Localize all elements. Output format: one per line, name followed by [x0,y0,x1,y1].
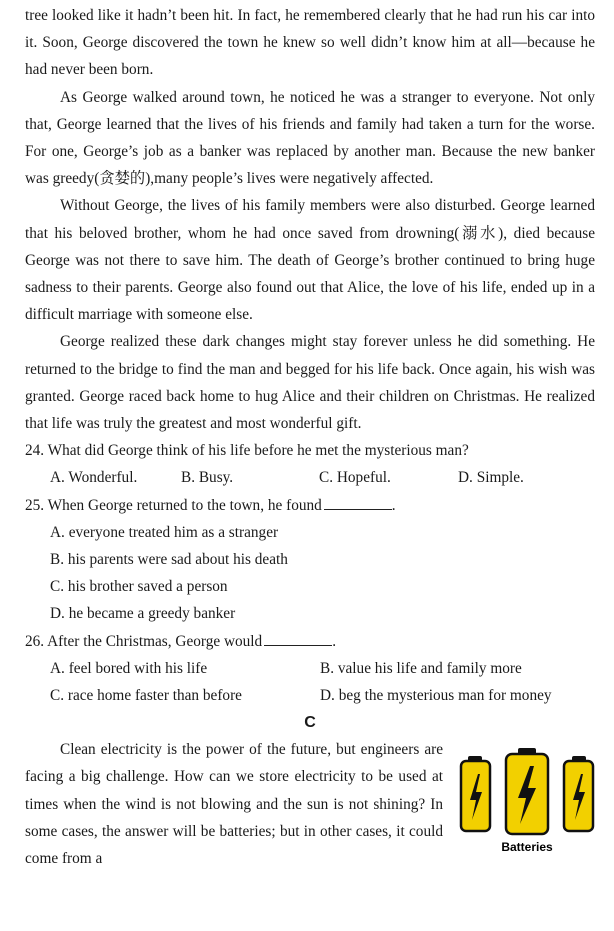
passage-b-paragraph-3: Without George, the lives of his family members were also disturbed. George learned that his beloved brother, whom he had once saved from drowning(溺水), died because George was not there to save him. The death of George’s brother continued to bring huge sadness to their parents. George also found out that Alice, the love of his life, ended up in a difficult marriage with someone else. [25,197,595,324]
battery-left-icon [461,756,490,831]
question-26-option-b[interactable]: B. value his life and family more [320,659,522,677]
battery-right-icon [564,756,593,831]
question-26 [25,628,595,710]
battery-center-icon [506,748,548,834]
section-c-heading: C [304,714,316,732]
question-26-stem [25,628,595,655]
question-26-stem-end: . [332,632,337,650]
question-24 [25,437,595,491]
question-25-option-a[interactable]: A. everyone treated him as a stranger [50,523,279,541]
question-25-option-c[interactable]: C. his brother saved a person [50,578,228,596]
question-24-option-a[interactable]: A. Wonderful. [50,469,138,487]
question-25-option-b[interactable]: B. his parents were sad about his death [50,551,288,569]
question-25-option-d[interactable]: D. he became a greedy banker [50,605,236,623]
question-25-answer-blank[interactable] [324,495,392,510]
batteries-caption: Batteries [501,840,553,855]
section-c [25,736,595,872]
section-c-paragraph-1: Clean electricity is the power of the future, but engineers are facing a big challenge. How can we store electricity to be used at times when the wind is not blowing and the sun is not shining? In some cases, the answer will be batteries; but in other cases, it could come from a [25,741,443,868]
question-26-options-row-2 [25,682,595,709]
batteries-illustration [458,748,596,858]
passage-b-paragraph-1: tree looked like it hadn’t been hit. In fact, he remembered clearly that he had run his car into it. Soon, George discovered the town he knew so well didn’t know him at all—because he had never been born. [25,7,595,79]
question-25-stem-end: . [391,496,396,514]
question-25-stem-text: 25. When George returned to the town, he found [25,496,322,514]
question-24-option-c[interactable]: C. Hopeful. [319,469,391,487]
question-25-stem [25,492,595,519]
reading-page [25,0,595,872]
question-26-option-c[interactable]: C. race home faster than before [50,687,242,705]
question-25 [25,492,595,628]
passage-b-paragraph-2: As George walked around town, he noticed he was a stranger to everyone. Not only that, George learned that the lives of his friends and family had taken a turn for the worse. For one, George’s job as a banker was replaced by another man. Because the new banker was greedy(贪婪的),many people’s lives were negatively affected. [25,88,595,188]
passage-b-paragraph-4: George realized these dark changes might stay forever unless he did something. He returned to the bridge to find the man and begged for his life back. Once again, his wish was granted. George raced back home to hug Alice and their children on Christmas. He realized that life was truly the greatest and most wonderful gift. [25,333,595,433]
question-24-option-b[interactable]: B. Busy. [181,469,234,487]
question-26-answer-blank[interactable] [264,631,332,646]
question-26-options-row-1 [25,655,595,682]
question-26-stem-text: 26. After the Christmas, George would [25,632,263,650]
question-24-option-d[interactable]: D. Simple. [458,469,524,487]
question-26-option-d[interactable]: D. beg the mysterious man for money [320,687,552,705]
question-24-options [25,464,595,491]
question-26-option-a[interactable]: A. feel bored with his life [50,659,208,677]
question-24-stem: 24. What did George think of his life before he met the mysterious man? [25,442,469,460]
